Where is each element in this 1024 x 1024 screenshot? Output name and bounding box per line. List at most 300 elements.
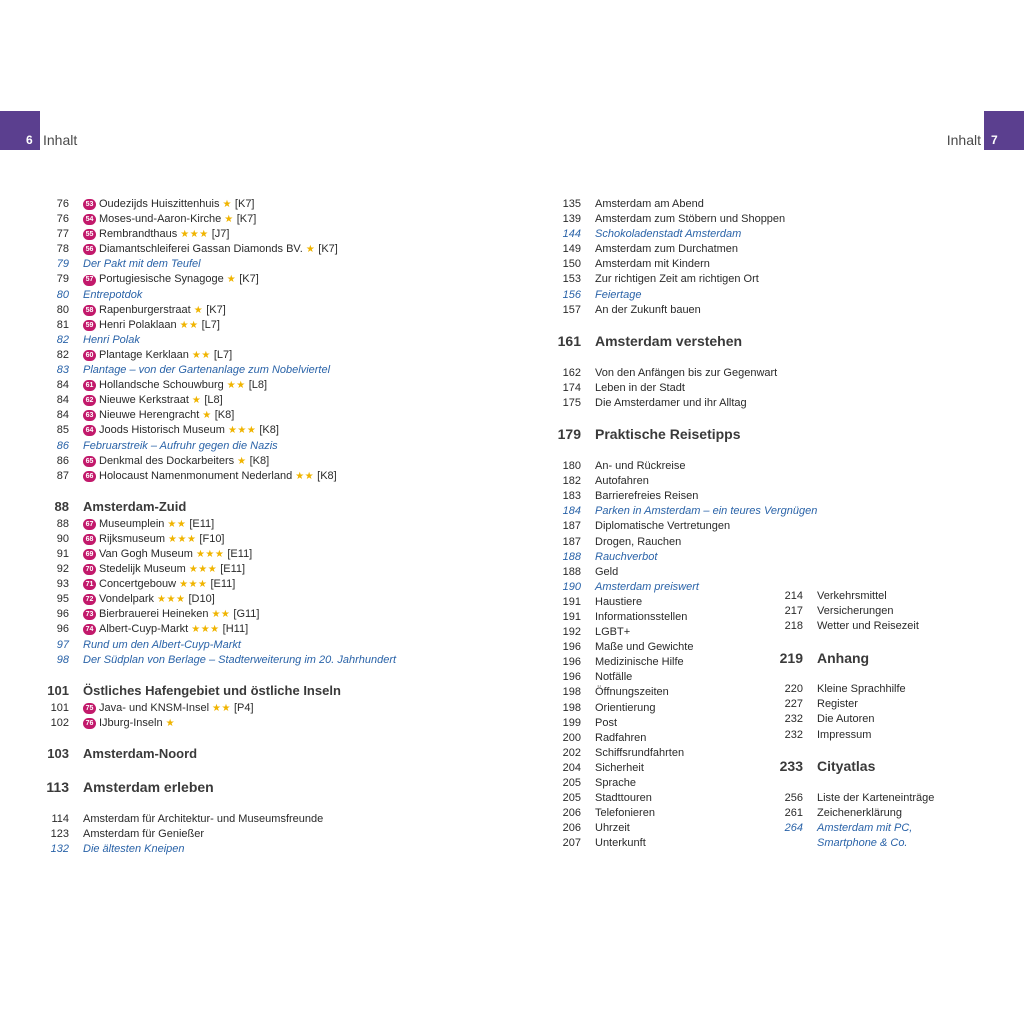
sight-number-badge: 56 [83,244,96,255]
toc-page-number: 198 [562,686,581,699]
sight-number-badge: 57 [83,275,96,286]
toc-entry [45,333,396,348]
toc-entry-label: Amsterdam für Genießer [83,828,205,840]
toc-entry-label: Henri Polak [83,333,140,346]
toc-entry [45,257,396,272]
toc-entry-label: Plantage – von der Gartenanlage zum Nobelviertel [83,364,331,377]
toc-entry [45,423,396,438]
rating-stars: ★ [222,199,232,210]
toc-page-number: 87 [56,469,69,482]
toc-entry-label: Leben in der Stadt [595,381,685,394]
map-reference: [E11] [189,517,215,530]
sight-number-badge: 54 [83,214,96,225]
sight-number-badge: 75 [83,703,96,714]
sight-number-badge: 65 [83,456,96,467]
map-reference: [E11] [220,563,246,576]
toc-page-number: 102 [50,716,69,729]
map-reference: [J7] [211,228,230,241]
toc-entry [45,363,396,378]
toc-entry [779,619,934,634]
toc-page-number: 82 [56,333,69,346]
toc-page-number: 78 [56,243,69,256]
toc-entry-label: Plantage Kerklaan [99,348,189,361]
toc-page-number: 227 [784,698,803,711]
toc-section-heading [779,756,934,778]
toc-entry-label: Praktische Reisetipps [595,426,741,443]
toc-entry [557,366,817,381]
toc-entry [45,439,396,454]
toc-page-number: 150 [562,258,581,271]
toc-page-number: 84 [56,409,69,422]
toc-page-number: 161 [557,333,581,350]
toc-entry-label: Die ältesten Kneipen [83,843,185,856]
toc-entry-label: Rijksmuseum [99,532,166,545]
toc-page-number: 91 [56,547,69,560]
toc-page-number: 86 [56,454,69,467]
toc-section-heading [557,424,817,446]
toc-page-number: 179 [557,426,581,443]
toc-page-number: 218 [784,620,803,633]
toc-page-number: 182 [562,475,581,488]
toc-page-number: 184 [562,505,581,518]
rating-stars: ★ [202,410,212,422]
toc-entry [557,504,817,519]
toc-entry-label: Medizinische Hilfe [595,656,684,669]
sight-number-badge: 53 [83,199,96,210]
toc-page-number: 175 [562,396,581,409]
map-reference: [F10] [199,532,225,545]
toc-page-number: 162 [562,366,581,379]
toc-entry-label: Bierbrauerei Heineken [99,608,209,621]
toc-entry-label: Liste der Karteneinträge [817,791,935,804]
toc-entry-label: Stadttouren [595,792,652,805]
toc-entry [45,378,396,393]
toc-entry-label: Haustiere [595,595,643,608]
toc-entry [557,459,817,474]
toc-entry-label: Schokoladenstadt Amsterdam [595,228,742,241]
rating-stars: ★★ [211,609,231,621]
toc-page-number: 188 [562,550,581,563]
toc-entry [45,842,396,857]
toc-page-number: 256 [784,791,803,804]
sight-number-badge: 68 [83,534,96,545]
toc-entry [779,697,934,712]
sight-number-badge: 66 [83,471,96,482]
toc-entry [779,728,934,743]
toc-entry-label: Öffnungszeiten [595,686,669,699]
toc-entry-label: Maße und Gewichte [595,641,694,654]
toc-entry [557,474,817,489]
toc-entry-label: Albert-Cuyp-Markt [99,623,189,636]
rating-stars: ★ [191,395,202,407]
toc-page-number: 261 [784,806,803,819]
toc-entry [557,396,817,411]
toc-entry-label: Rund um den Albert-Cuyp-Markt [83,638,241,651]
toc-page-number: 113 [46,779,69,796]
sight-number-badge: 61 [83,380,96,391]
toc-entry-label: Der Pakt mit dem Teufel [83,258,201,271]
toc-entry [45,653,396,668]
toc-entry-label: Kleine Sprachhilfe [817,683,906,696]
toc-entry-label: Notfälle [595,671,633,684]
toc-page-number: 219 [779,649,803,666]
toc-page-number: 149 [562,243,581,256]
toc-page-number: 86 [56,439,69,452]
sight-number-badge: 76 [83,718,96,729]
toc-entry-label: Amsterdam verstehen [595,333,743,350]
toc-page-number: 233 [779,758,803,775]
left-page-title: Inhalt [43,132,78,148]
toc-entry-label: Verkehrsmittel [817,590,887,602]
toc-page-number: 199 [562,716,581,729]
rating-stars: ★ [226,274,237,286]
toc-entry [557,381,817,396]
toc-entry [557,212,817,227]
toc-entry [557,257,817,272]
sight-number-badge: 62 [83,395,96,406]
toc-page-number: 84 [56,394,69,407]
toc-entry-label: Rauchverbot [595,550,658,563]
rating-stars: ★★★ [191,624,220,636]
toc-entry-label: Register [817,698,858,711]
toc-page-number: 157 [562,303,581,316]
toc-entry [557,489,817,504]
header-color-bar-right [984,111,1024,150]
toc-page-number: 205 [562,792,581,805]
toc-entry [557,303,817,318]
toc-entry [45,532,396,547]
toc-entry-label: Post [595,716,618,729]
toc-entry-label: Java- und KNSM-Insel [99,701,210,714]
toc-entry [779,589,934,604]
toc-entry [45,227,396,242]
toc-entry-label: Die Amsterdamer und ihr Alltag [595,396,747,409]
toc-page-number: 188 [562,565,581,578]
toc-page-number: 264 [784,821,803,834]
map-reference: [K8] [249,454,270,467]
toc-entry [45,607,396,622]
toc-page-number: 156 [562,288,581,301]
toc-entry-label: Henri Polaklaan [99,318,177,331]
toc-entry [45,303,396,318]
toc-entry-label: Concertgebouw [99,578,177,591]
toc-entry-label: Feiertage [595,288,642,301]
toc-entry-label: Östliches Hafengebiet und östliche Inseln [83,683,341,699]
toc-entry-label: Radfahren [595,731,647,744]
toc-entry-label: Rapenburgerstraat [99,303,191,316]
map-reference: [H11] [222,623,249,636]
toc-page-number: 198 [562,701,581,714]
toc-entry-label: Geld [595,565,619,578]
toc-page-number: 84 [56,379,69,392]
toc-page-number: 214 [784,590,803,602]
toc-entry-label: Nieuwe Kerkstraat [99,394,189,407]
toc-entry-label: IJburg-Inseln [99,716,163,729]
rating-stars: ★★★ [168,533,197,545]
toc-page-number: 79 [56,258,69,271]
toc-entry-label: Februarstreik – Aufruhr gegen die Nazis [83,439,278,452]
map-reference: [L7] [213,348,233,361]
toc-section-heading [45,777,396,799]
toc-entry [45,716,396,731]
toc-page-number: 93 [56,578,69,591]
toc-page-number: 206 [562,822,581,835]
toc-entry-label: Amsterdam mit PC, [817,821,913,834]
toc-entry [557,550,817,565]
toc-entry [45,469,396,484]
header-color-bar-left [0,111,40,150]
rating-stars: ★★★ [179,579,208,591]
toc-page-number: 217 [784,605,803,618]
map-reference: [G11] [233,608,260,621]
rating-stars: ★★ [167,518,187,530]
toc-page-number: 206 [562,807,581,820]
toc-entry-label: Cityatlas [817,758,876,775]
toc-page-number: 98 [56,653,69,666]
map-reference: [K7] [234,198,255,210]
toc-entry-label: Von den Anfängen bis zur Gegenwart [595,366,778,379]
toc-page-number: 76 [56,198,69,210]
sight-number-badge: 69 [83,549,96,560]
toc-page-number: 187 [562,535,581,548]
rating-stars: ★★★ [188,564,218,576]
toc-entry-label: Zur richtigen Zeit am richtigen Ort [595,273,759,286]
sight-number-badge: 70 [83,564,96,575]
toc-entry-label: Smartphone & Co. [817,836,908,849]
toc-entry-label: Oudezijds Huiszittenhuis [99,198,220,210]
toc-entry [45,408,396,423]
toc-entry [45,454,396,469]
sight-number-badge: 59 [83,320,96,331]
toc-page-number: 200 [562,731,581,744]
toc-entry [779,836,934,851]
toc-page-number: 139 [562,213,581,226]
map-reference: [L7] [201,318,220,331]
rating-stars: ★ [165,717,176,729]
toc-page-number: 190 [562,580,581,593]
sight-number-badge: 63 [83,410,96,421]
toc-entry [45,701,396,716]
rating-stars: ★★★ [157,594,186,606]
toc-entry [779,791,934,806]
toc-page-number: 204 [562,761,581,774]
toc-page-number: 92 [56,563,69,576]
toc-entry-label: Zeichenerklärung [817,806,902,819]
sight-number-badge: 55 [83,229,96,240]
toc-entry-label: Die Autoren [817,713,875,726]
toc-page-number: 174 [562,381,581,394]
toc-entry-label: Portugiesische Synagoge [99,273,224,286]
toc-page-number: 191 [562,595,581,608]
toc-entry-label: Museumplein [99,517,165,530]
toc-entry-label: An- und Rückreise [595,460,686,473]
toc-entry-label: Amsterdam-Noord [83,746,198,762]
right-page-number: 7 [991,133,998,147]
toc-entry-label: Amsterdam zum Durchatmen [595,243,739,256]
map-reference: [K8] [214,409,235,422]
toc-entry [779,604,934,619]
toc-page-number: 132 [50,843,69,856]
toc-column-right [779,589,934,851]
toc-entry [45,393,396,408]
toc-entry [557,242,817,257]
toc-page-number: 76 [56,213,69,226]
toc-entry [45,592,396,607]
toc-entry [557,272,817,287]
toc-page-number: 101 [47,683,69,699]
map-reference: [K8] [317,469,337,482]
rating-stars: ★★ [191,349,211,361]
toc-page-number: 202 [562,746,581,759]
toc-page-number: 183 [562,490,581,503]
toc-page-number: 114 [51,812,69,825]
toc-entry [45,272,396,287]
toc-page-number: 103 [47,746,69,762]
toc-page-number: 90 [56,532,69,545]
toc-entry [45,348,396,363]
toc-page-number: 220 [784,683,803,696]
left-page-number: 6 [26,133,33,147]
toc-entry [557,288,817,303]
sight-number-badge: 64 [83,425,96,436]
toc-entry-label: Wetter und Reisezeit [817,620,919,633]
toc-entry [45,288,396,303]
toc-page-number: 180 [562,460,581,473]
toc-entry-label: Holocaust Namenmonument Nederland [99,469,293,482]
toc-entry [45,197,396,212]
toc-entry [557,535,817,550]
sight-number-badge: 73 [83,609,96,620]
toc-page-number: 205 [562,777,581,789]
toc-entry-label: Stedelijk Museum [99,563,186,576]
map-reference: [K7] [239,273,259,286]
toc-entry-label: LGBT+ [595,626,631,639]
toc-entry-label: Impressum [817,728,872,741]
toc-entry-label: Sicherheit [595,761,644,774]
toc-entry-label: Autofahren [595,475,649,488]
toc-page-number: 96 [56,623,69,636]
rating-stars: ★★ [212,702,231,714]
toc-entry-label: Uhrzeit [595,822,630,835]
toc-entry-label: Amsterdam preiswert [595,580,699,593]
toc-page-number: 79 [56,273,69,286]
toc-entry-label: Diplomatische Vertretungen [595,520,731,533]
toc-entry [45,622,396,637]
toc-page-number: 101 [50,701,69,714]
right-page-title: Inhalt [946,132,981,148]
toc-entry [45,242,396,257]
toc-entry [45,212,396,227]
map-reference: [E11] [210,578,236,591]
toc-entry [45,562,396,577]
toc-page-number: 196 [562,671,581,684]
toc-page-number: 96 [56,608,69,621]
toc-page-number: 83 [56,364,69,377]
map-reference: [P4] [233,701,254,714]
toc-entry-label: Drogen, Rauchen [595,535,682,548]
toc-page-number: 81 [56,318,69,331]
map-reference: [D10] [188,593,215,606]
rating-stars: ★ [224,214,234,226]
toc-section-heading [557,331,817,353]
toc-entry-label: Amsterdam mit Kindern [595,258,710,271]
toc-entry [45,517,396,532]
toc-entry-label: An der Zukunft bauen [595,303,701,316]
toc-page-number: 80 [56,288,69,301]
rating-stars: ★★★ [180,229,209,241]
toc-entry [557,565,817,580]
toc-page-number: 123 [50,828,69,840]
toc-entry-label: Entrepotdok [83,288,143,301]
sight-number-badge: 71 [83,579,96,590]
toc-entry-label: Unterkunft [595,837,646,850]
toc-page-number: 88 [54,499,69,515]
toc-entry-label: Sprache [595,777,636,789]
toc-entry [45,812,396,827]
toc-entry [45,318,396,333]
toc-entry [557,227,817,242]
toc-entry-label: Joods Historisch Museum [99,424,225,437]
toc-entry-label: Vondelpark [99,593,155,606]
toc-page-number: 192 [562,626,581,639]
toc-page-number: 95 [56,593,69,606]
toc-entry [557,197,817,212]
toc-entry-label: Amsterdam-Zuid [83,499,187,515]
toc-page-number: 232 [784,728,803,741]
toc-page-number: 80 [56,303,69,316]
rating-stars: ★ [193,304,204,316]
toc-page-number: 135 [562,198,581,210]
toc-entry [779,821,934,836]
map-reference: [K7] [206,303,226,316]
toc-entry-label: Informationsstellen [595,610,688,623]
toc-entry-label: Amsterdam für Architektur- und Museumsfreunde [83,812,324,825]
toc-entry-label: Barrierefreies Reisen [595,490,699,503]
toc-entry-label: Amsterdam erleben [83,779,214,796]
toc-section-heading [45,497,396,517]
toc-entry-label: Amsterdam zum Stöbern und Shoppen [595,213,786,226]
sight-number-badge: 60 [83,350,96,361]
toc-entry [45,638,396,653]
rating-stars: ★ [305,244,316,256]
map-reference: [L8] [248,379,268,392]
toc-page-number: 153 [562,273,581,286]
toc-page-number: 97 [56,638,69,651]
map-reference: [K8] [259,424,279,437]
toc-entry-label: Parken in Amsterdam – ein teures Vergnügen [595,505,818,518]
toc-entry [45,827,396,842]
toc-section-heading [45,744,396,764]
rating-stars: ★★ [179,319,199,331]
toc-page-number: 144 [562,228,581,241]
sight-number-badge: 72 [83,594,96,605]
toc-entry-label: Telefonieren [595,807,655,820]
toc-entry-label: Schiffsrundfahrten [595,746,685,759]
rating-stars: ★★ [226,380,246,392]
toc-page-number: 191 [562,610,581,623]
toc-entry-label: Hollandsche Schouwburg [99,379,224,392]
toc-page-number: 85 [56,424,69,437]
toc-column-left [45,197,396,857]
toc-entry-label: Anhang [817,649,870,666]
rating-stars: ★★★ [195,548,225,560]
toc-entry-label: Orientierung [595,701,656,714]
rating-stars: ★★★ [227,425,257,437]
toc-page-number: 187 [562,520,581,533]
toc-page-number: 196 [562,641,581,654]
toc-entry-label: Denkmal des Dockarbeiters [99,454,235,467]
sight-number-badge: 58 [83,305,96,316]
